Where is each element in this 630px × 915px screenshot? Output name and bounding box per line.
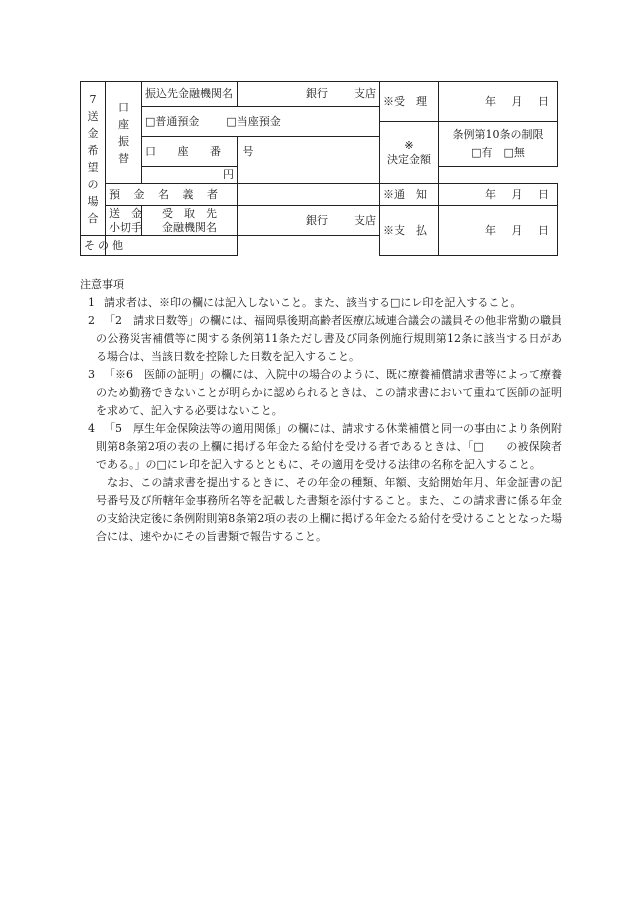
payment-label: ※支 払 (380, 206, 439, 256)
notice-date[interactable]: 年 月 日 (439, 184, 558, 206)
bank-name-label: 振込先金融機関名 (142, 82, 238, 107)
note-additional: なお、この請求書を提出するときに、その年金の種類、年額、支給開始年月、年金証書の記号番号及び所轄年金事務所名等を記載した書類を添付すること。また、この請求書に係る年金の支給決定後に条例附則第8条第2項の表の上欄に掲げる年金たる給付を受けることとなった場合には、速やかにその旨書類で報告すること。 (96, 476, 562, 543)
branch-suffix: 支店 (354, 87, 376, 100)
account-holder-label: 預 金 名 義 者 (106, 184, 238, 206)
account-number-label: 口 座 番 号 (142, 137, 238, 167)
notes-section (80, 276, 562, 546)
yen-field[interactable]: 円 (142, 167, 238, 184)
remittance-form-table (80, 81, 558, 256)
note-item: 2 「2 請求日数等」の欄には、福岡県後期高齢者医療広域連合議会の議員その他非常勤の職員の公務災害補償等に関する条例第11条ただし書及び同条例施行規則第12条に該当する日がある場合は、当該日数を控除した日数を記入すること。 (88, 314, 562, 363)
branch-suffix: 支店 (354, 213, 376, 227)
bank-name-field[interactable] (238, 82, 380, 107)
restriction-checkboxes[interactable]: □有 □無 (471, 146, 525, 159)
section-7-label: 7 送 金 希 望 の 場 合 (81, 82, 106, 236)
restriction-label: 条例第10条の制限 (452, 128, 544, 141)
other-label: その他 (81, 236, 106, 256)
bank-suffix: 銀行 (306, 213, 328, 227)
bank-suffix: 銀行 (306, 87, 328, 100)
remittance-check-label: 送 金 小切手 (106, 206, 142, 236)
notice-label: ※通 知 (380, 184, 439, 206)
restriction-field[interactable] (439, 122, 558, 167)
recipient-bank-label: 受 取 先 金融機関名 (142, 206, 238, 236)
note-item: 3 「※6 医師の証明」の欄には、入院中の場合のように、既に療養補償請求書等によって療養のため勤務できないことが明らかに認められるときは、この請求書において重ねて医師の証明を求めて、記入する必要はないこと。 (88, 368, 562, 417)
reception-label: ※受 理 (380, 82, 439, 122)
account-transfer-label: 口 座 振 替 (106, 82, 142, 184)
notes-title: 注意事項 (80, 278, 124, 291)
note-item: 1 請求者は、※印の欄には記入しないこと。また、該当する□にレ印を記入すること。 (88, 296, 522, 309)
decision-label: ※ 決定金額 (380, 122, 439, 184)
reception-date[interactable]: 年 月 日 (439, 82, 558, 122)
ordinary-deposit-checkbox[interactable]: □普通預金 (145, 114, 200, 128)
account-number-field[interactable] (238, 137, 380, 184)
recipient-bank-field[interactable] (238, 206, 380, 236)
deposit-type-field[interactable] (142, 107, 380, 137)
account-holder-field[interactable] (238, 184, 380, 206)
current-deposit-checkbox[interactable]: □当座預金 (226, 114, 281, 128)
payment-date[interactable]: 年 月 日 (439, 206, 558, 256)
note-item: 4 「5 厚生年金保険法等の適用関係」の欄には、請求する休業補償と同一の事由により条例附則第8条第2項の表の上欄に掲げる年金たる給付を受ける者であるときは、「□ の被保険者である。」の□にレ印を記入するとともに、その適用を受ける法律の名称を記入すること。 (88, 422, 562, 471)
